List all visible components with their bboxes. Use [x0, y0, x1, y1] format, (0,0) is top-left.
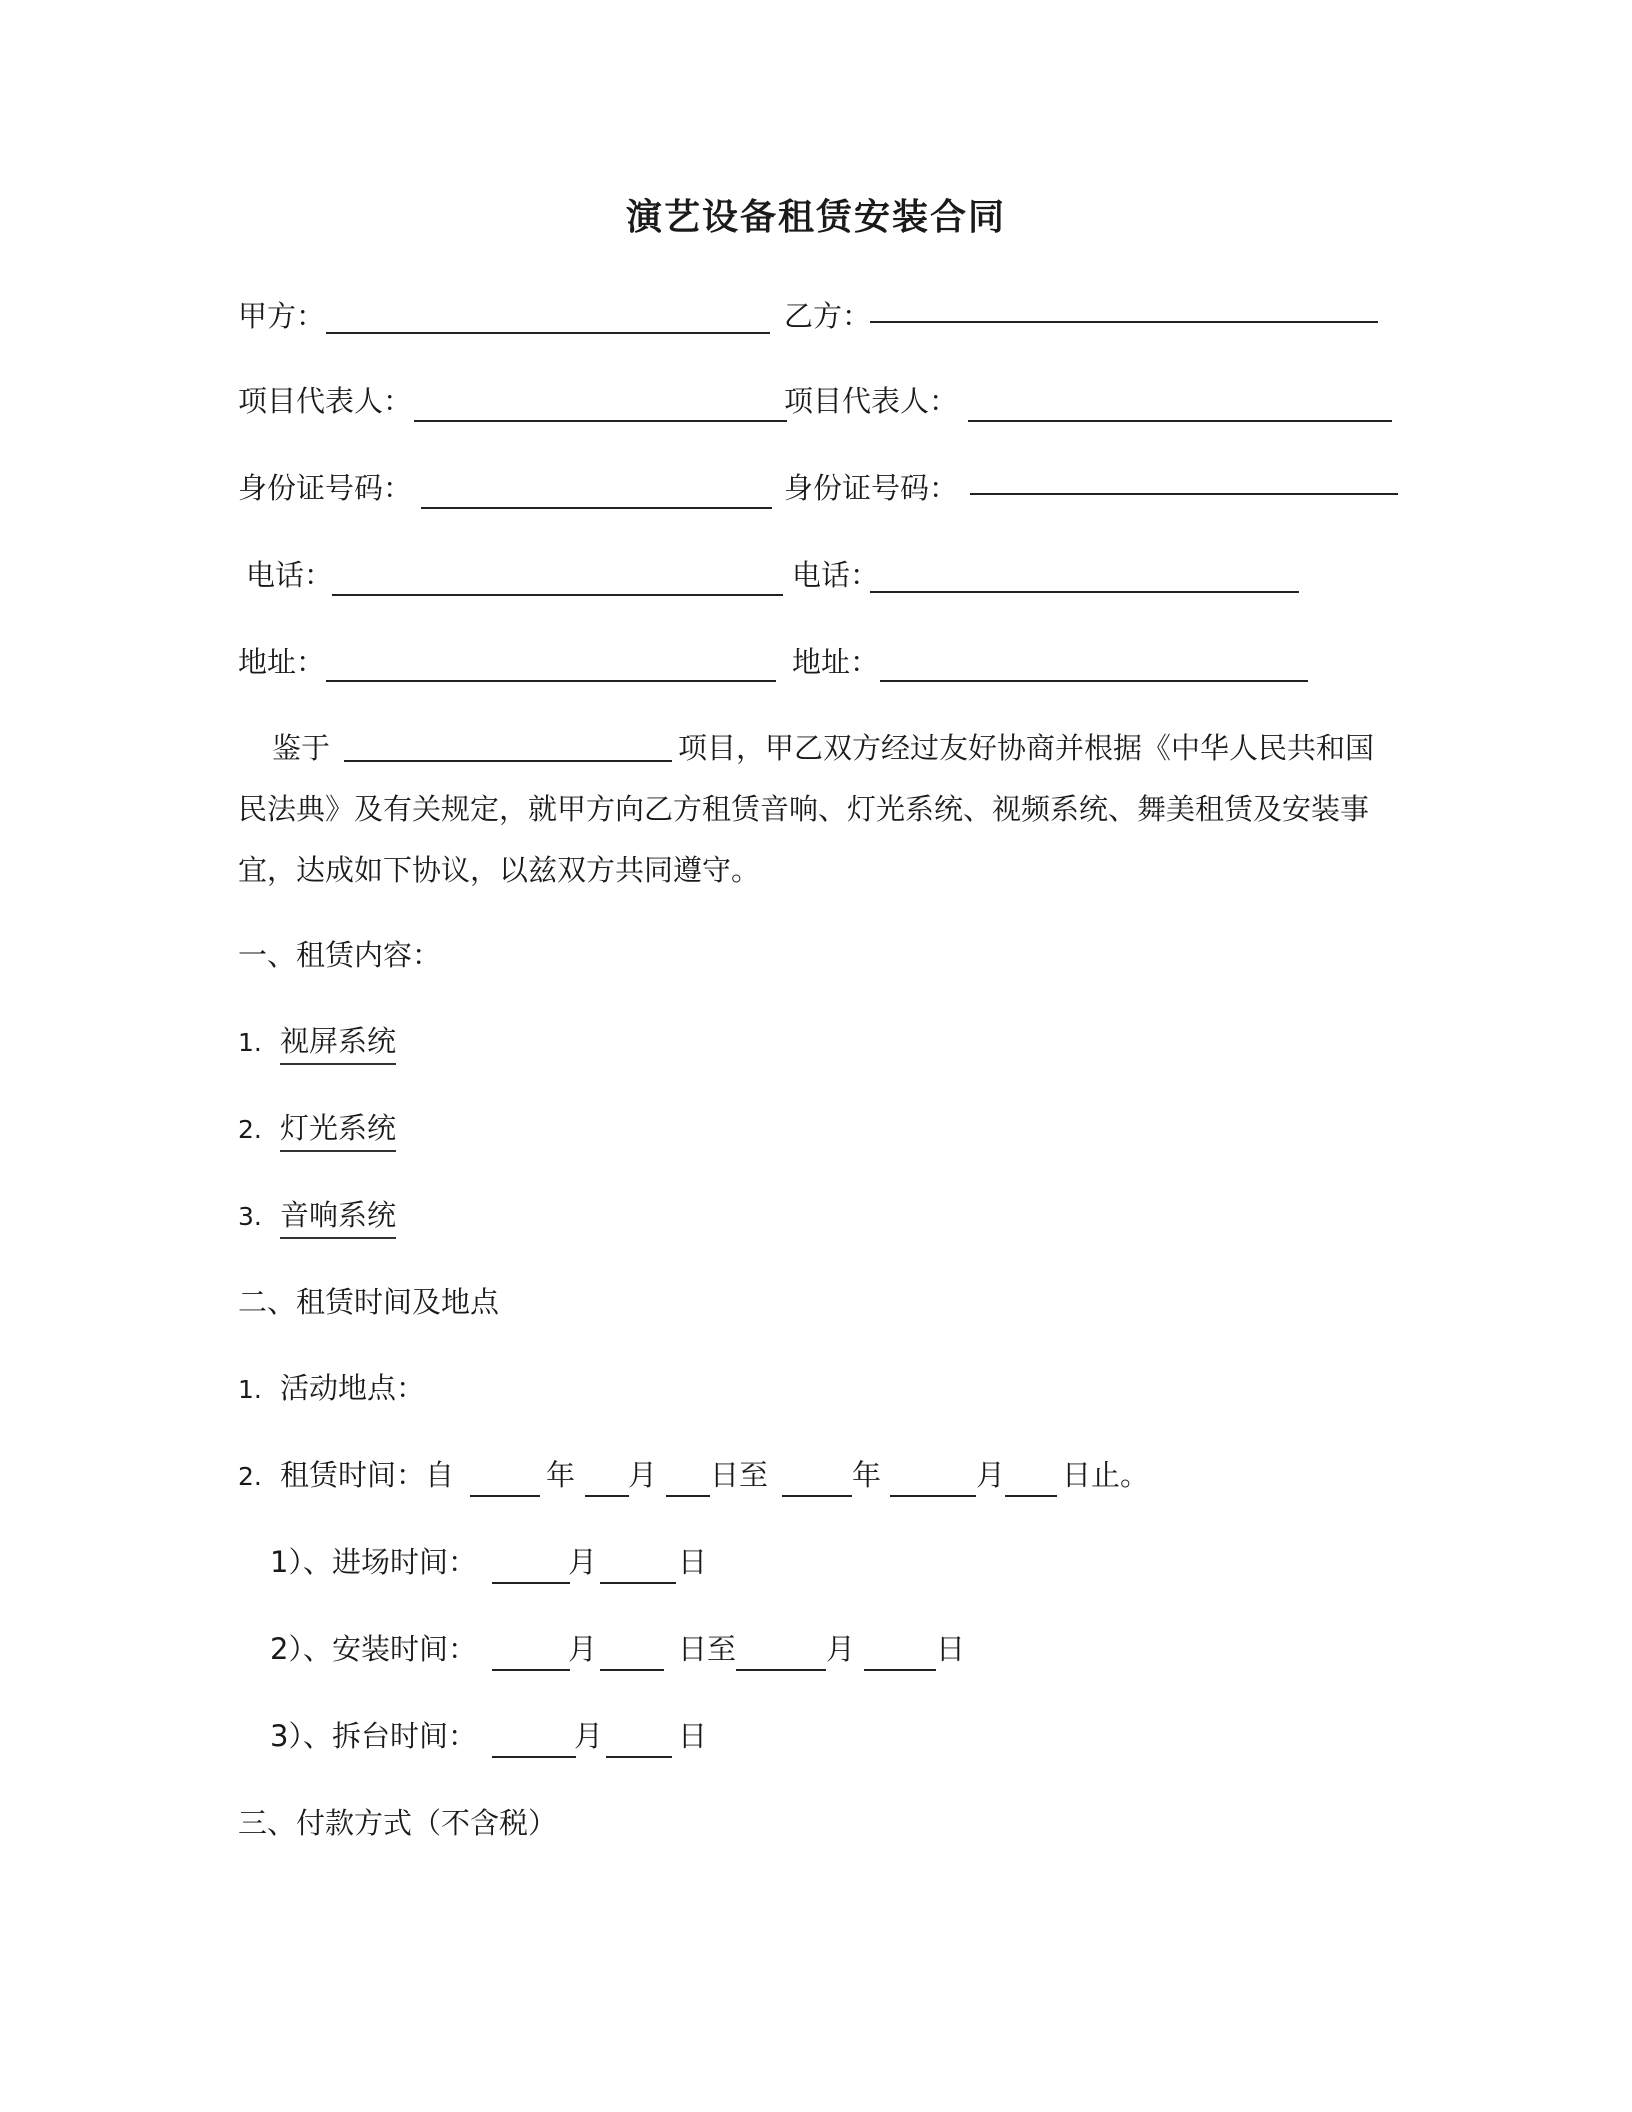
phone-b-label: 电话：	[792, 558, 880, 592]
dismantle-day-field[interactable]	[606, 1756, 672, 1758]
start-day-field[interactable]	[666, 1495, 710, 1497]
item1-number: 1.	[238, 1028, 262, 1057]
phone-b-field[interactable]	[870, 591, 1299, 593]
party-a-label: 甲方：	[238, 299, 326, 333]
dismantle-day-char: 日	[678, 1719, 708, 1753]
item3-number: 3.	[238, 1202, 262, 1231]
dismantle-month-char: 月	[574, 1719, 604, 1753]
party-b-label: 乙方：	[784, 299, 872, 333]
entry-month-field[interactable]	[492, 1582, 570, 1584]
item3-label: 音响系统	[280, 1195, 396, 1239]
entry-month-char: 月	[568, 1545, 598, 1579]
install-start-day-field[interactable]	[600, 1669, 664, 1671]
rep-a-label: 项目代表人：	[238, 384, 413, 418]
location-label: 活动地点：	[280, 1371, 426, 1405]
period-label: 租赁时间：自	[280, 1458, 455, 1492]
id-a-field[interactable]	[421, 507, 772, 509]
install-end-day-field[interactable]	[864, 1669, 936, 1671]
entry-time-label: 1）、进场时间：	[270, 1545, 477, 1579]
party-b-field[interactable]	[870, 321, 1378, 323]
dismantle-month-field[interactable]	[492, 1756, 576, 1758]
addr-a-label: 地址：	[238, 645, 326, 679]
party-a-field[interactable]	[326, 332, 770, 334]
install-end-day-char: 日	[936, 1632, 966, 1666]
id-b-label: 身份证号码：	[784, 471, 959, 505]
section1-heading: 一、租赁内容：	[238, 938, 442, 972]
phone-a-label: 电话：	[246, 558, 334, 592]
end-day-char: 日止。	[1062, 1458, 1150, 1492]
start-day-to: 日至	[710, 1458, 769, 1492]
intro-lead: 鉴于	[272, 731, 331, 765]
item2-number: 2.	[238, 1115, 262, 1144]
start-year-field[interactable]	[470, 1495, 540, 1497]
install-start-month-char: 月	[568, 1632, 598, 1666]
id-b-field[interactable]	[970, 493, 1398, 495]
location-number: 1.	[238, 1375, 262, 1404]
phone-a-field[interactable]	[332, 594, 783, 596]
end-month-char: 月	[976, 1458, 1006, 1492]
start-month-field[interactable]	[585, 1495, 629, 1497]
rep-a-field[interactable]	[414, 420, 787, 422]
entry-day-char: 日	[678, 1545, 708, 1579]
install-end-month-char: 月	[826, 1632, 856, 1666]
document-title: 演艺设备租赁安装合同	[625, 197, 1006, 238]
project-name-field[interactable]	[344, 730, 672, 762]
rep-b-label: 项目代表人：	[784, 384, 959, 418]
addr-b-label: 地址：	[792, 645, 880, 679]
entry-day-field[interactable]	[600, 1582, 676, 1584]
install-time-label: 2）、安装时间：	[270, 1632, 477, 1666]
section2-heading: 二、租赁时间及地点	[238, 1285, 500, 1319]
install-day-to: 日至	[678, 1632, 737, 1666]
period-number: 2.	[238, 1462, 262, 1491]
install-start-month-field[interactable]	[492, 1669, 570, 1671]
end-year-field[interactable]	[782, 1495, 852, 1497]
start-year-char: 年	[546, 1458, 576, 1492]
item1-label: 视屏系统	[280, 1021, 396, 1065]
intro-paragraph	[238, 718, 1384, 901]
intro-body: 项目，甲乙双方经过友好协商并根据《中华人民共和国民法典》及有关规定，就甲方向乙方租赁音响、灯光系统、视频系统、舞美租赁及安装事宜，达成如下协议，以兹双方共同遵守。	[238, 731, 1375, 887]
dismantle-time-label: 3）、拆台时间：	[270, 1719, 477, 1753]
end-month-field[interactable]	[890, 1495, 976, 1497]
end-day-field[interactable]	[1005, 1495, 1057, 1497]
rep-b-field[interactable]	[968, 420, 1392, 422]
id-a-label: 身份证号码：	[238, 471, 413, 505]
addr-b-field[interactable]	[880, 680, 1308, 682]
section3-heading: 三、付款方式（不含税）	[238, 1806, 558, 1840]
item2-label: 灯光系统	[280, 1108, 396, 1152]
start-month-char: 月	[628, 1458, 658, 1492]
addr-a-field[interactable]	[326, 680, 776, 682]
end-year-char: 年	[852, 1458, 882, 1492]
install-end-month-field[interactable]	[736, 1669, 826, 1671]
